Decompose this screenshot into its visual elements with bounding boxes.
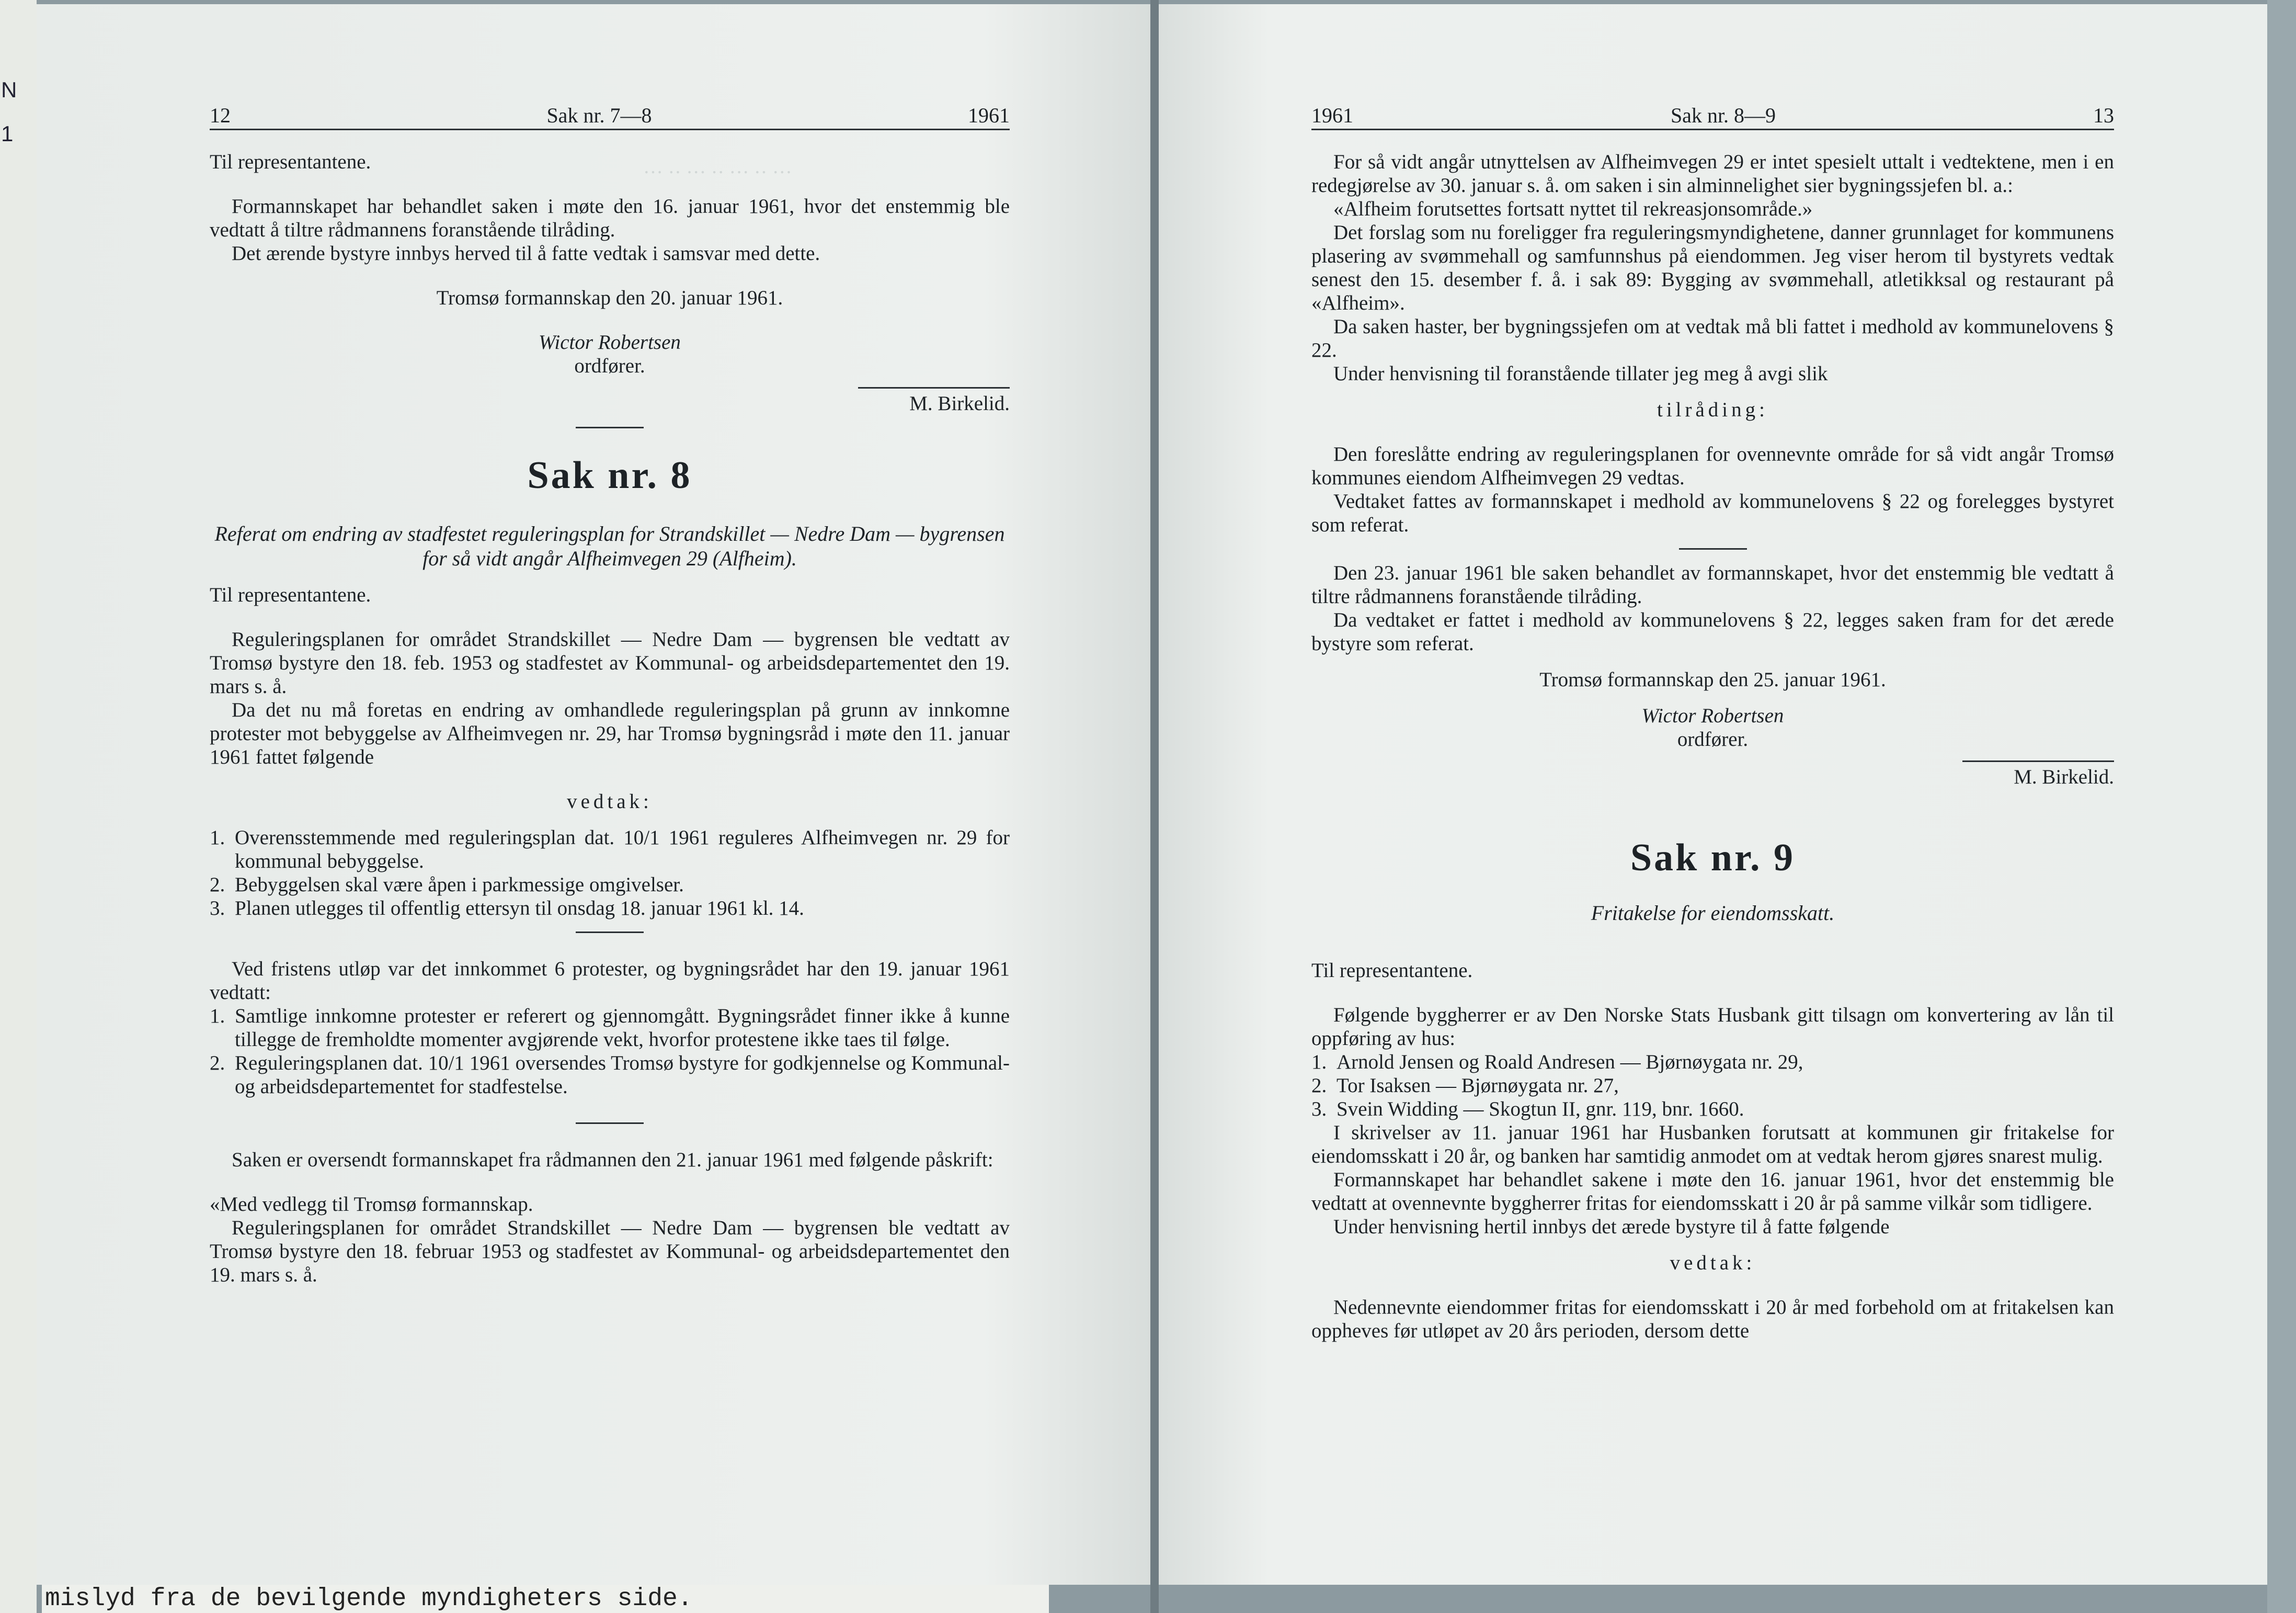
signature-rule <box>1962 760 2114 762</box>
list-number: 2. <box>1311 1074 1327 1097</box>
header-case-range: Sak nr. 7—8 <box>546 104 652 127</box>
list-item <box>210 873 1010 896</box>
paragraph: Nedennevnte eiendommer fritas for eiendomsskatt i 20 år med forbehold om at fritakelsen kan oppheves før utløpet av 20 års perioden, dersom dette <box>1311 1296 2114 1342</box>
paragraph: Da det nu må foretas en endring av omhandlede reguleringsplan på grunn av innkomne protester mot bebyggelse av Alfheimvegen nr. 29, har Tromsø bygningsråd i møte den 11. januar 1961 fattet følgende <box>210 699 1010 768</box>
section-divider <box>1679 548 1747 550</box>
list-text: Tor Isaksen — Bjørnøygata nr. 27, <box>1337 1074 1619 1097</box>
paragraph: Følgende byggherrer er av Den Norske Stats Husbank gitt tilsagn om konvertering av lån til oppføring av hus: <box>1311 1004 2114 1050</box>
list-item <box>1311 1050 2114 1074</box>
list-item <box>210 896 1010 920</box>
left-page-content <box>210 104 1010 1287</box>
list-number: 2. <box>210 873 225 896</box>
list-number: 1. <box>210 826 225 849</box>
scanner-backdrop-right <box>2267 0 2296 1613</box>
edge-glyph: 1 <box>1 121 14 146</box>
paragraph: Vedtaket fattes av formannskapet i medhold av kommunelovens § 22 og forelegges bystyret som referat. <box>1311 490 2114 536</box>
signer-name: Wictor Robertsen <box>1641 705 1784 727</box>
right-page <box>1159 4 2267 1585</box>
paragraph: Formannskapet har behandlet sakene i møte den 16. januar 1961, hvor det enstemmig ble vedtatt at ovennevnte byggherrer fritas for eiendomsskatt i 20 år på samme vilkår som tidligere. <box>1311 1168 2114 1214</box>
list-number: 1. <box>1311 1051 1327 1073</box>
section-divider <box>576 932 644 933</box>
list-number: 1. <box>210 1005 225 1027</box>
salutation: Til representantene. <box>1311 959 1473 982</box>
paragraph: I skrivelser av 11. januar 1961 har Husbanken forutsatt at kommunen gir fritakelse for eiendomsskatt i 20 år, og banken har samtidig anmodet om at vedtak herom gjøres snarest mulig. <box>1311 1121 2114 1167</box>
resolution-label: vedtak: <box>567 790 653 813</box>
running-header <box>210 104 1010 130</box>
resolution-list <box>210 826 1010 920</box>
page-number: 13 <box>2093 104 2114 127</box>
scanner-backdrop <box>0 0 37 1613</box>
paragraph: Den 23. januar 1961 ble saken behandlet av formannskapet, hvor det enstemmig ble vedtatt å tiltre rådmannens foranstående tilråding. <box>1311 562 2114 608</box>
signer-role: ordfører. <box>1677 728 1749 751</box>
book-gutter <box>1150 0 1159 1613</box>
recommendation-label: tilråding: <box>1657 399 1768 421</box>
list-item <box>210 1004 1010 1051</box>
left-page <box>37 4 1150 1585</box>
typewritten-strip: mislyd fra de bevilgende myndigheters side. <box>42 1585 1049 1613</box>
paragraph: Under henvisning hertil innbys det ærede bystyre til å fatte følgende <box>1333 1216 1890 1238</box>
section-divider <box>576 427 644 428</box>
paragraph: Under henvisning til foranstående tillater jeg meg å avgi slik <box>1333 362 1828 385</box>
case-subtitle: Referat om endring av stadfestet reguleringsplan for Strandskillet — Nedre Dam — bygrensen for så vidt angår Alfheimvegen 29 (Alfheim). <box>214 522 1005 570</box>
resolution-label: vedtak: <box>1670 1252 1756 1274</box>
paragraph: For så vidt angår utnyttelsen av Alfheimvegen 29 er intet spesielt uttalt i vedtektene, men i en redegjørelse av 30. januar s. å. om saken i sin alminnelighet sier bygningssjefen bl. a.: <box>1311 151 2114 197</box>
list-number: 3. <box>210 897 225 919</box>
header-year: 1961 <box>968 104 1010 127</box>
header-year: 1961 <box>1311 104 1353 127</box>
salutation: Til representantene. <box>210 584 371 606</box>
paragraph: Det forslag som nu foreligger fra reguleringsmyndighetene, danner grunnlaget for kommunens plasering av svømmehall og samfunnshus på eiendommen. Jeg viser herom til bystyrets vedtak senest den 15. desember f. å. i sak 89: Bygging av svømmehall, atletikksal og restaurant på «Alfheim». <box>1311 221 2114 314</box>
paragraph: Ved fristens utløp var det innkommet 6 protester, og bygningsrådet har den 19. januar 1961 vedtatt: <box>210 958 1010 1004</box>
list-item <box>1311 1097 2114 1121</box>
running-header <box>1311 104 2114 130</box>
case-title: Sak nr. 9 <box>1630 836 1796 879</box>
list-text: Planen utlegges til offentlig ettersyn til onsdag 18. januar 1961 kl. 14. <box>235 897 804 919</box>
list-text: Svein Widding — Skogtun II, gnr. 119, bnr. 1660. <box>1337 1098 1744 1120</box>
paragraph: Da saken haster, ber bygningssjefen om at vedtak må bli fattet i medhold av kommunelovens § 22. <box>1311 315 2114 361</box>
list-item <box>210 1051 1010 1098</box>
countersignature: M. Birkelid. <box>2014 766 2114 788</box>
page-number: 12 <box>210 104 231 127</box>
paragraph: Den foreslåtte endring av reguleringsplanen for ovennevnte område for så vidt angår Tromsø kommunes eiendom Alfheimvegen 29 vedtas. <box>1311 443 2114 489</box>
quoted-line: «Alfheim forutsettes fortsatt nyttet til rekreasjonsområde.» <box>1333 198 1813 220</box>
right-page-content <box>1311 104 2114 1343</box>
place-date: Tromsø formannskap den 25. januar 1961. <box>1539 668 1886 691</box>
signer-role: ordfører. <box>574 355 645 377</box>
paragraph: Formannskapet har behandlet saken i møte den 16. januar 1961, hvor det enstemmig ble vedtatt å tiltre rådmannens foranstående tilråding. <box>210 195 1010 241</box>
quoted-line: «Med vedlegg til Tromsø formannskap. <box>210 1193 533 1216</box>
builder-list <box>1311 1050 2114 1121</box>
section-divider <box>576 1122 644 1124</box>
paragraph: Saken er oversendt formannskapet fra rådmannen den 21. januar 1961 med følgende påskrift: <box>232 1149 993 1171</box>
salutation: Til representantene. <box>210 151 371 173</box>
bleed-through: ··· ·· ··· ·· ··· ·· ··· <box>643 162 792 184</box>
place-date: Tromsø formannskap den 20. januar 1961. <box>436 287 783 309</box>
case-title: Sak nr. 8 <box>527 454 692 497</box>
signature-rule <box>858 387 1010 389</box>
list-item <box>210 826 1010 873</box>
signer-name: Wictor Robertsen <box>539 331 681 354</box>
list-item <box>1311 1074 2114 1097</box>
list-number: 2. <box>210 1052 225 1074</box>
case-subtitle: Fritakelse for eiendomsskatt. <box>1591 901 1835 925</box>
paragraph: Reguleringsplanen for området Strandskillet — Nedre Dam — bygrensen ble vedtatt av Tromsø bystyre den 18. feb. 1953 og stadfestet av Kommunal- og arbeidsdepartementet den 19. mars s. å. <box>210 628 1010 698</box>
list-text: Reguleringsplanen dat. 10/1 1961 oversendes Tromsø bystyre for godkjennelse og Kommunal- og arbeidsdepartementet for stadfestelse. <box>235 1052 1010 1098</box>
header-case-range: Sak nr. 8—9 <box>1670 104 1776 127</box>
paragraph: Det ærende bystyre innbys herved til å fatte vedtak i samsvar med dette. <box>232 242 820 265</box>
list-text: Samtlige innkomne protester er referert og gjennomgått. Bygningsrådet finner ikke å kunne tillegge de fremholdte momenter avgjørende vekt, hvorfor protestene ikke taes til følge. <box>235 1005 1010 1051</box>
list-text: Arnold Jensen og Roald Andresen — Bjørnøygata nr. 29, <box>1337 1051 1803 1073</box>
list-text: Bebyggelsen skal være åpen i parkmessige omgivelser. <box>235 873 684 896</box>
countersignature: M. Birkelid. <box>909 392 1010 415</box>
paragraph: Reguleringsplanen for området Strandskillet — Nedre Dam — bygrensen ble vedtatt av Tromsø bystyre den 18. februar 1953 og stadfestet av Kommunal- og arbeidsdepartementet den 19. mars s. å. <box>210 1217 1010 1286</box>
paragraph: Da vedtaket er fattet i medhold av kommunelovens § 22, legges saken fram for det ærede bystyre som referat. <box>1311 609 2114 655</box>
edge-glyph: N <box>1 77 17 102</box>
council-decision-list <box>210 1004 1010 1098</box>
list-text: Overensstemmende med reguleringsplan dat. 10/1 1961 reguleres Alfheimvegen nr. 29 for kommunal bebyggelse. <box>235 826 1010 872</box>
list-number: 3. <box>1311 1098 1327 1120</box>
